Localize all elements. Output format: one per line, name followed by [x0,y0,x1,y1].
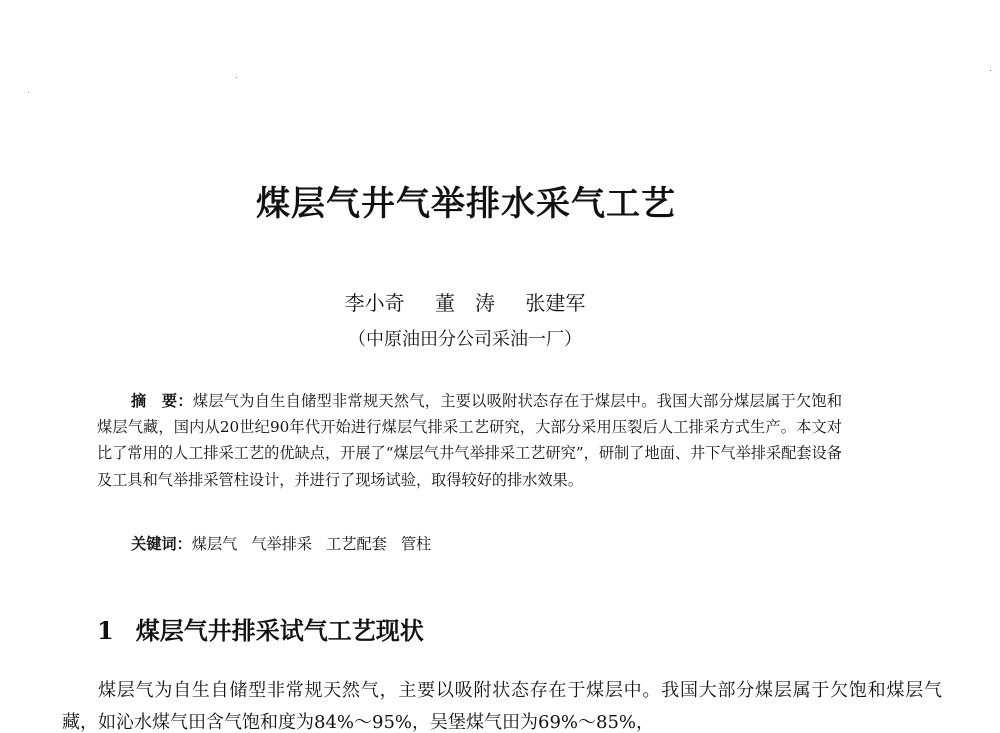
section-title: 煤层气井排采试气工艺现状 [135,617,424,645]
author-name: 董 涛 [435,291,495,315]
keyword-item: 气举排采 [251,535,313,553]
author-name: 李小奇 [344,291,405,315]
abstract [97,388,842,493]
keyword-item: 煤层气 [191,535,238,553]
section-heading [97,614,424,648]
scan-speck [236,77,237,78]
author-affiliation: （中原油田分公司采油一厂） [348,329,582,350]
author-name: 张建军 [525,291,586,315]
scan-speck [990,70,991,71]
document-title: 煤层气井气举排水采气工艺 [256,184,676,224]
abstract-label: 摘 要： [131,392,193,410]
keywords [131,531,445,557]
keywords-label: 关键词： [131,535,192,553]
author-list [0,289,930,317]
abstract-text: 煤层气为自生自储型非常规天然气，主要以吸附状态存在于煤层中。我国大部分煤层属于欠饱和煤层气藏，国内从20世纪90年代开始进行煤层气排采工艺研究，大部分采用压裂后人工排采方式生产。本文对比了常用的人工排采工艺的优缺点，开展了“煤层气井气举排采工艺研究”，研制了地面、井下气举排采配套设备及工具和气举排采管柱设计，并进行了现场试验，取得较好的排水效果。 [97,392,843,489]
keyword-item: 管柱 [400,535,432,553]
section-number: 1 [97,616,114,645]
body-paragraph: 煤层气为自生自储型非常规天然气，主要以吸附状态存在于煤层中。我国大部分煤层属于欠饱和煤层气藏，如沁水煤气田含气饱和度为84%～95%，吴堡煤气田为69%～85%， [62,680,942,733]
scan-speck [28,92,29,93]
keyword-item: 工艺配套 [326,535,387,553]
